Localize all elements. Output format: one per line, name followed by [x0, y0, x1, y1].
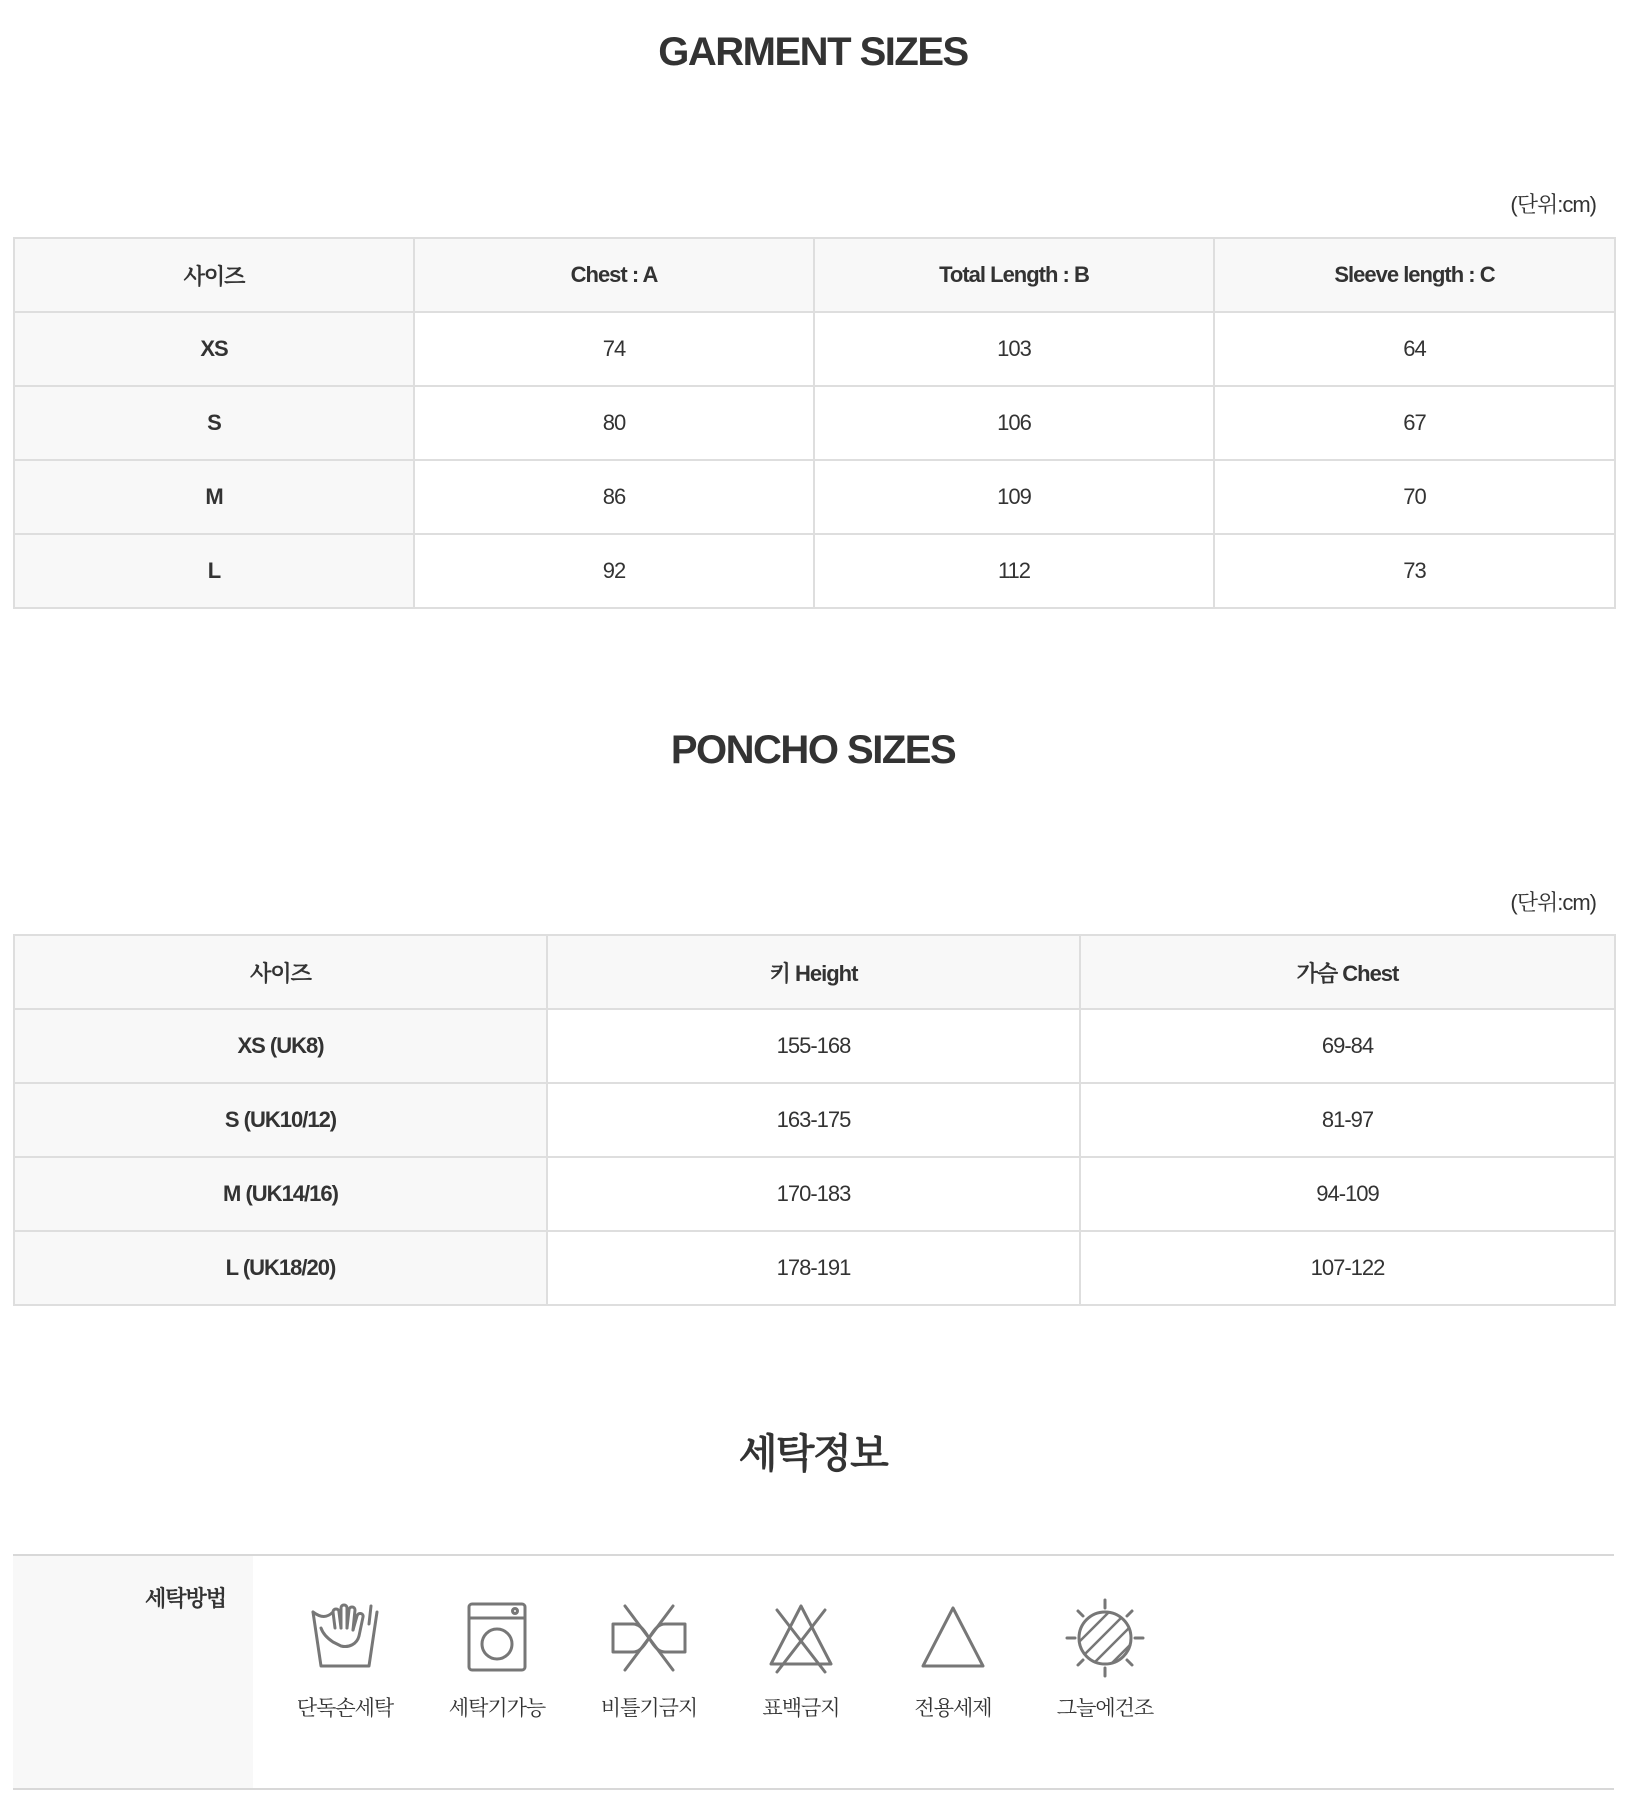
- column-header-total-length: Total Length : B: [814, 238, 1214, 312]
- care-item-label: 세탁기가능: [448, 1697, 546, 1720]
- table-row: [14, 534, 1615, 608]
- chest-cell: 86: [414, 460, 814, 534]
- table-row: [14, 312, 1615, 386]
- care-label-cell: [13, 1556, 253, 1788]
- poncho-size-table: [13, 934, 1616, 1306]
- total-length-cell: 109: [814, 460, 1214, 534]
- table-row: [14, 1157, 1615, 1231]
- size-cell: M: [14, 460, 414, 534]
- table-row: [14, 1009, 1615, 1083]
- size-cell: L: [14, 534, 414, 608]
- shade-dry-icon: [1065, 1598, 1145, 1678]
- care-item-detergent: [893, 1598, 1013, 1722]
- total-length-cell: 112: [814, 534, 1214, 608]
- care-section: [13, 1554, 1614, 1790]
- neutral-detergent-icon: [913, 1598, 993, 1678]
- column-header-height: 키 Height: [547, 935, 1080, 1009]
- size-cell: XS (UK8): [14, 1009, 547, 1083]
- table-row: [14, 1231, 1615, 1305]
- column-header-size: 사이즈: [14, 935, 547, 1009]
- chest-cell: 69-84: [1080, 1009, 1615, 1083]
- care-item-no-bleach: [741, 1598, 861, 1722]
- care-item-hand-wash: [285, 1598, 405, 1722]
- care-item-no-wring: [589, 1598, 709, 1722]
- care-item-label: 비틀기금지: [600, 1697, 698, 1720]
- garment-size-table: [13, 237, 1616, 609]
- table-row: [14, 386, 1615, 460]
- chest-cell: 92: [414, 534, 814, 608]
- size-cell: S (UK10/12): [14, 1083, 547, 1157]
- total-length-cell: 103: [814, 312, 1214, 386]
- size-cell: L (UK18/20): [14, 1231, 547, 1305]
- no-bleach-icon: [761, 1598, 841, 1678]
- hand-wash-icon: [305, 1598, 385, 1678]
- washing-machine-icon: [457, 1598, 537, 1678]
- care-method-label: 세탁방법: [144, 1586, 226, 1611]
- table-header-row: [14, 935, 1615, 1009]
- sleeve-length-cell: 67: [1214, 386, 1615, 460]
- chest-cell: 81-97: [1080, 1083, 1615, 1157]
- no-wring-icon: [609, 1598, 689, 1678]
- height-cell: 170-183: [547, 1157, 1080, 1231]
- sleeve-length-cell: 73: [1214, 534, 1615, 608]
- sleeve-length-cell: 64: [1214, 312, 1615, 386]
- care-item-label: 표백금지: [762, 1697, 840, 1720]
- column-header-chest: 가슴 Chest: [1080, 935, 1615, 1009]
- column-header-sleeve-length: Sleeve length : C: [1214, 238, 1615, 312]
- height-cell: 178-191: [547, 1231, 1080, 1305]
- care-item-shade-dry: [1045, 1598, 1165, 1722]
- column-header-chest: Chest : A: [414, 238, 814, 312]
- garment-sizes-title: GARMENT SIZES: [658, 30, 968, 74]
- care-item-label: 그늘에건조: [1056, 1697, 1154, 1720]
- chest-cell: 74: [414, 312, 814, 386]
- garment-unit-label: (단위:cm): [1510, 192, 1596, 217]
- poncho-unit-label: (단위:cm): [1510, 890, 1596, 915]
- size-cell: M (UK14/16): [14, 1157, 547, 1231]
- care-info-title: 세탁정보: [738, 1432, 888, 1476]
- table-row: [14, 460, 1615, 534]
- chest-cell: 107-122: [1080, 1231, 1615, 1305]
- total-length-cell: 106: [814, 386, 1214, 460]
- height-cell: 163-175: [547, 1083, 1080, 1157]
- chest-cell: 80: [414, 386, 814, 460]
- care-item-label: 전용세제: [914, 1697, 992, 1720]
- table-row: [14, 1083, 1615, 1157]
- height-cell: 155-168: [547, 1009, 1080, 1083]
- size-cell: XS: [14, 312, 414, 386]
- size-cell: S: [14, 386, 414, 460]
- chest-cell: 94-109: [1080, 1157, 1615, 1231]
- sleeve-length-cell: 70: [1214, 460, 1615, 534]
- poncho-sizes-title: PONCHO SIZES: [670, 728, 956, 772]
- care-item-washing-machine: [437, 1598, 557, 1722]
- column-header-size: 사이즈: [14, 238, 414, 312]
- care-item-label: 단독손세탁: [296, 1697, 394, 1720]
- table-header-row: [14, 238, 1615, 312]
